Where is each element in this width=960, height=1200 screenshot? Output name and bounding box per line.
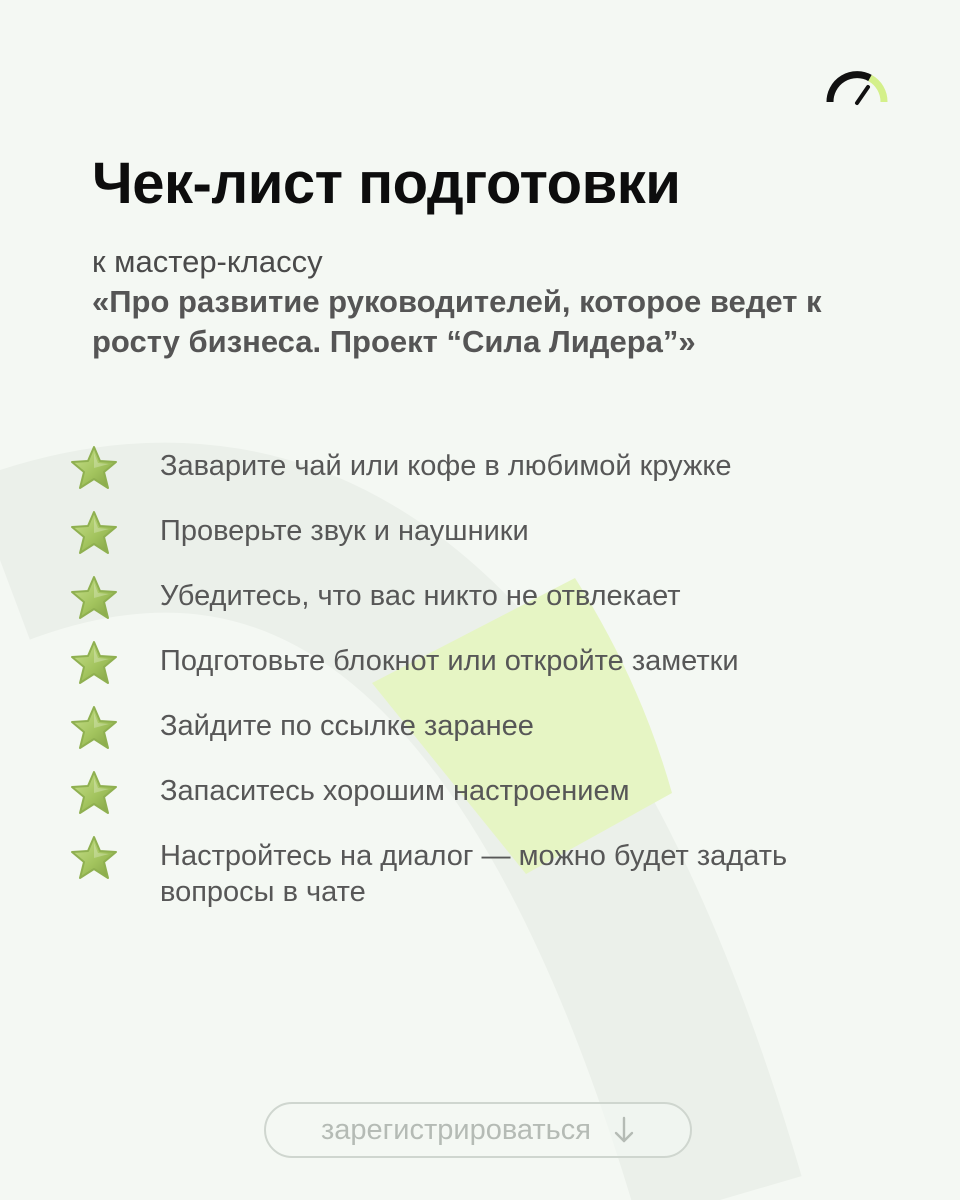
star-icon: [70, 704, 120, 754]
checklist-item-text: Запаситесь хорошим настроением: [160, 775, 630, 807]
checklist-item: [70, 708, 890, 754]
subtitle: [92, 242, 892, 362]
checklist-item-text: Убедитесь, что вас никто не отвлекает: [160, 580, 681, 612]
page-title: Чек-лист подготовки: [92, 151, 681, 216]
gauge-icon: [824, 70, 890, 106]
checklist-item: [70, 513, 890, 559]
star-icon: [70, 509, 120, 559]
star-icon: [70, 769, 120, 819]
checklist-item: [70, 448, 890, 494]
register-button-label: зарегистрироваться: [321, 1113, 591, 1146]
checklist-item-text: Подготовьте блокнот или откройте заметки: [160, 645, 739, 677]
checklist-item-text: Проверьте звук и наушники: [160, 515, 529, 547]
checklist-item: [70, 773, 890, 819]
checklist-item: [70, 643, 890, 689]
event-name: «Про развитие руководителей, которое ведет к росту бизнеса. Проект “Сила Лидера”»: [92, 284, 822, 359]
checklist-item-text: Настройтесь на диалог — можно будет задать вопросы в чате: [160, 840, 788, 908]
arrow-down-icon: [613, 1115, 635, 1145]
star-icon: [70, 834, 120, 884]
star-icon: [70, 639, 120, 689]
checklist-item: [70, 838, 890, 910]
checklist: [70, 448, 890, 929]
checklist-item-text: Заварите чай или кофе в любимой кружке: [160, 450, 732, 482]
star-icon: [70, 444, 120, 494]
checklist-item-text: Зайдите по ссылке заранее: [160, 710, 534, 742]
star-icon: [70, 574, 120, 624]
subtitle-prefix: к мастер-классу: [92, 244, 323, 279]
checklist-item: [70, 578, 890, 624]
register-button[interactable]: [264, 1102, 692, 1158]
